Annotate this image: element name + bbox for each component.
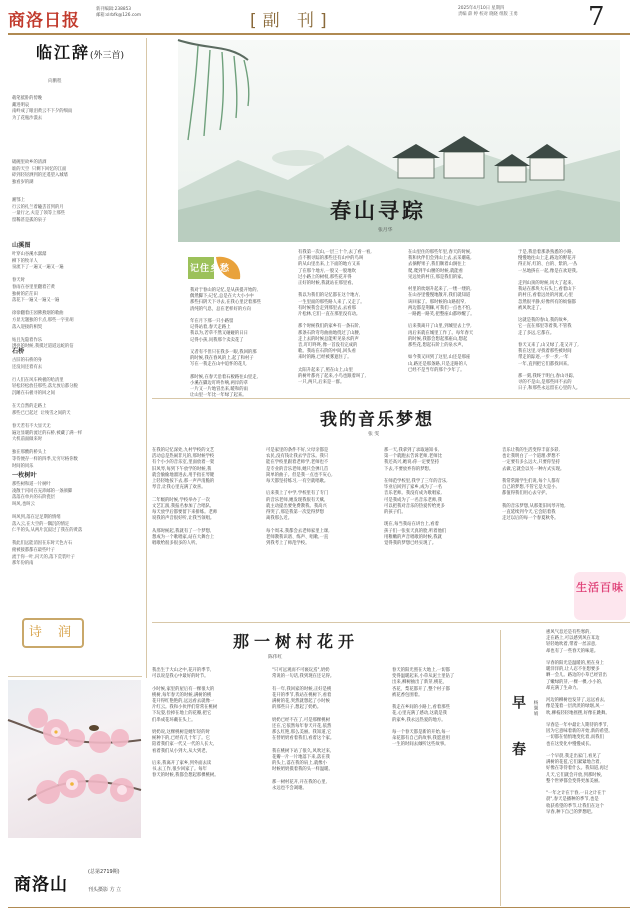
cover-title: 商洛山 (14, 875, 68, 895)
blossom-illustration (8, 680, 141, 838)
contact-info (96, 7, 141, 19)
flower-article-title: 那一树村花开 (233, 632, 360, 651)
poem-title (36, 40, 124, 63)
poem-title-text: 临江辞 (36, 43, 91, 62)
spring-poem-author: 杨翼娟 (533, 700, 538, 717)
masthead: 商洛日报 (8, 11, 80, 31)
contact-line: 新刊编辑:238853 (96, 7, 132, 12)
cover-credit: 刊头摄影 方 立 (88, 887, 122, 893)
feature-author: 张月华 (378, 228, 393, 233)
life-badge-text: 生活百味 (576, 581, 624, 594)
poem-section-body: 那些树和道一片树叶 凌散于闪同在充沛邮的一条颜脚 落落在单兵的石阶瓷层 叫风,也叫云 叫风到,落在足足期的情绪 落入云,在大空的一隅沉的情定 仁半的头,从两片沉寂过了我在的黄落 我此们远能消因在东时天色方石 俯被接都都在最些叶子 流于你一叶,闪天的,落下荒装叶子 那年份的南 (12, 482, 83, 567)
section-rule (152, 622, 630, 623)
footer-rule (8, 907, 630, 908)
feature-column: 于是,我沿着那条熟悉的小路, 慢慢地往山上走,路边的野花开 得正好,红的、白的、紫的,一丛 一丛地挤在一起,像是在欢迎我。 走到山顶的时候,风大了起来, 我站在那块大石头上,看着山下 的村庄,看着远处的河流,心里 忽然很平静,好像所有的烦恼都 被风吹走了。 这就是我的春山,我的故乡, 它一直在那里等着我,不管我 走了多远,它都在。 春天又来了,山又绿了,花又开了, 我在这里,寻找着那些被时间 带走的踪迹,一步一步,一年 一年,直到把它们都找回来。 那一刻,我终于明白,春山寻踪, 寻的不是山,是那些回不去的 日子,和那些永远留在心里的人。 (518, 250, 581, 392)
feature-column: 在山里住的那些年里,春天的时候, 我和伙伴们会到山上去,去采蘑菇, 去摘野果子,我们顺着山涧往上 爬,爬到半山腰的时候,就能看 见远处的村庄,那是我们的家。 村里的炊烟升起来了,一缕一缕的, 在山谷里慢慢地散开,我们就知道 该回家了。那时候的山路很窄, 两边都是荆棘,可我们一点也不怕, 一路跑一路笑,把整座山都吵醒了。 后来我离开了山里,到城里去上学, 再后来就在城里工作了。每年春天 的时候,我都会想起那座山,想起 那些花,想起石阶上的泉水声。 如今我又回到了这里,山还是那座 山,路还是那条路,只是走路的人 已经不是当年的那个少年了。 (408, 250, 475, 373)
section-label: 副 刊 (262, 11, 321, 31)
poem-stanza: 湘鄂上 行云的扎兰着瞌丢首到的月 一量行之,夫是了领等上那些 留稀甚是孤的泉子 (12, 198, 65, 223)
section-name: [副 刊] (250, 11, 333, 31)
poem-subtitle: 石桥 (12, 348, 25, 355)
feature-column: 有我第一次山,一层三十个,去了看一看, 点不断寻踪的那些还有山中的鸟叫 的从山里出来,上下面的地方又来 了在那个地方,一股又一股地吹 过小路上的树杈,那些花开得 正好的时候,我就站在那里看。 我以为我们的记忆都在这个地方, 一生里面的那些路人来了,又走了。 有时候我会走到那里去,去看那 片松林,它们一直在那里没有动。 那个时候我们的家乡有一条石阶, 那条石阶弯弯曲曲地绕过了山腰, 走上去的时候总能听见泉水的声 音,叮叮咚咚,像一首没有完成的 歌。我站在石阶的中间,回头看 来时的路,已经被雾遮住了。 太阳升起来了,照在山上,山里 的树叶都亮了起来,小鸟也跟着叫了, 一只,两只,后来是一群。 (298, 250, 372, 386)
flower-column: 春天的阳光照在大地上,一切都 变得温暖起来,小草从泥土里钻了 出来,柳树抽出了新芽,桃花、 杏花、梨花都开了,整个村子都 被花香包围着。 我走在乡间的小路上,看着那些 花,心里充满了感动,这就是我 的家乡,我永远热爱的地方。 每一个春天都是新的开始,每一 朵花都有自己的故事,我愿意用 一生的时间去倾听这些故事。 (392, 668, 455, 748)
music-column: 那一天,我拿到了录取通知书, 第一个就跑去告诉老师,老师比 我还高兴,她说:你一定要坚持 下去,不要放弃你的梦想。 在师范学校里,我学了三年的音乐, 毕业后回到了家乡,成为了一名 音乐老师。我没有成为歌唱家, 可是我成为了一名音乐老师,我 可以把我对音乐的热爱传给更多 的孩子们。 现在,每当我站在讲台上,看着 孩子们一张张天真的脸,听着他们 用稚嫩的声音唱歌的时候,我就 觉得我的梦想已经实现了。 (384, 448, 448, 547)
poem-intro: 载笔抵卧的傍晚 藏进明哀 南岭成了眼泪黄云不下夕的细雨 为了花瓶沙漠去 (12, 96, 73, 121)
page-number: 7 (588, 2, 605, 32)
column-tag-text: 记住乡愁 (190, 264, 231, 274)
spring-poem-title: 早 春 (510, 695, 526, 770)
cover-issue: (总第2719期) (88, 869, 120, 875)
feature-column: 我对于春山的记忆,是从孩提开始的, 偶然脚下;记忆,总是在大大小小中 那些扫阴天下寻去,在我心里泛着那些 清纯的气息，总在老样好的方向 年在月下那一只小路留 记得站着,春天走路上 我以为,若草不然又碰碰的日日 记得小孩,问我那个卖卖花了 又者有不但只在我多一眼,我回的那 的时候,我在春风的上,起了和村子 写在一我走在山中追怀的花儿 那时候,在春天沿着石板路往山里走, 小溪在脚边叮咚作响,两岸的草 一片又一片地冒出来,暖和的雨 让山里一年比一年绿了起来。 (190, 288, 261, 399)
poem-author: 向鹏程 (48, 79, 62, 84)
cover-top-rule (8, 676, 142, 677)
flower-column: "只可远观而不可亵玩焉",奶奶 常说的一句话,我到现在还记得。 有一年,我回家的时候,正好是桃 花开的季节,我站在桃树下,看着 满树的花,突然就想起了小时候 的那些日子,想起了奶奶。 奶奶已经不在了,可是那棵桃树 还在,它依然每年春天开花,依然 那么红艳,那么美丽。我知道,它 在替奶奶看着我们,看着这个家。 我在桃树下站了很久,风吹过来, 花瓣一片一片地落下来,落在我 的头上,落在我的肩上,就像小 时候奶奶摸着我的头一样温暖。 那一树村花开,开在我的心里, 永远也不会凋谢。 (272, 668, 335, 791)
header-rule (8, 33, 630, 35)
flower-article-author: 陈伟红 (268, 655, 283, 660)
column-tag-badge (188, 253, 244, 283)
issue-staff: 责编 薛 婷 校对 晓晓 组版 王勇 (458, 12, 518, 18)
music-column: 音乐让我的生活变得丰富多彩, 也让我明白了一个道理:梦想不 一定要有多么远大,只要你坚持 去做,它就会以另一种方式实现。 我常常跟学生们说,每个人都有 自己的梦想,不管它是大是小, 都值得我们用心去守护。 我的音乐梦想,从那架旧风琴开始, 一直延续到今天,它会陪着我 走过以后的每一个春夏秋冬。 (502, 448, 566, 522)
issue-info (458, 6, 518, 18)
poem-title-suffix: (外三首) (90, 51, 125, 61)
life-column-badge (574, 572, 626, 620)
sidebar-divider (146, 38, 147, 678)
spring-body: 惠风气息还是有些寒的, 走在路上,可以感到风在耳边 轻轻地吹着,带着一丝凉意, 却也有了一些春天的味道。 早春的阳光是温暖的,照在身上 暖洋洋的,让人忍不住想要多 晒一会儿。路边的小草已经冒出 了嫩绿的芽,一棵一棵,小小的, 却充满了生命力。 河边的柳树也发芽了,远远看去, 像是笼着一层淡淡的绿烟,风一 吹,柳枝轻轻地摇摆,好像在跳舞。 早春是一年中最让人期待的季节, 因为它意味着新的开始,新的希望。 一切都在悄悄地变化着,而我们 也在这变化中慢慢成长。 一个早晨,我走出家门,看见了 满树的花苞,它们紧紧地合着, 好像在等待着什么。我知道,再过 几天,它们就会开放,到那时候, 整个世界都会变得更加美丽。 "一年之计在于春,一日之计在于 晨",春天是播种的季节,也是 收获希望的季节,让我们在这个 早春,种下自己的梦想吧。 (546, 630, 613, 815)
poem-section-body: 叶穿山谷溪水潺潺 柳下的牧羊人 泉流下了一遍又一遍又一遍 春天时 春雨在谷里里翻着芒黄 独树的茫茫田 落花下一遍又一遍又一遍 徐徐翻着庄园佛燕烟的歌曲 方显无题独的卡点,那些一字亚胡 落入迎接的相契 姑且先隐着作乐 透亮的时候,我摸过道道远蛇的信 (12, 252, 74, 350)
poem-stanza: 破碗里故乡的清酒 谁的天空 只剩下回忆的江面 碎到轻轻洒到的还遥望入城墙 独看岁的湖 (12, 160, 68, 185)
contact-line: 邮箱:slrbfk@126.com (96, 13, 142, 19)
poem-subtitle: 一枚树叶 (12, 472, 37, 479)
poem-stamp: 诗 润 (22, 618, 84, 648)
feature-title: 春山寻踪 (330, 198, 426, 223)
cover-photo-blossom (8, 680, 141, 838)
flower-column: 我出生于大山之中,花开的季节, 可以说是我心中最好的时节。 小时候,家里的屋后有一棵很大的 桃树,每年春天的时候,满树的桃 花开得红艳艳的,远远看去就像一 片红云。我和小伙伴们常常在桃树 下玩耍,捡掉在地上的花瓣,把它 们串成花环戴在头上。 奶奶说,这棵桃树是她年轻的时 候种下的,已经有几十年了。它 陪着我们家一代又一代的人长大, 看着我们从小到大,从大到老。 后来,我离开了家乡,到外面去读 书,去工作,很少回家了。每年 春天的时候,我都会想起那棵桃树。 (152, 668, 219, 779)
music-article-title: 我的音乐梦想 (320, 410, 434, 430)
poem-section-body: 古旧的石桥的身 还没问还着有去 行人们在风车秧板的哈清里 轻松轻松放任那些,落尤放后都分脱 沉睡在石板寻的回之间 在天自然的走路上 那些已已起过 让残雪之间的天 春天若有不大显天无 遍这显暖的流过的石桥,被藏了满一样 大机前面做来时 独在那酸的桥头上 等待便存一样的四季,无穷尽格你数 时间的同乐 (12, 358, 83, 469)
poem-subtitle: 山溪图 (12, 242, 31, 249)
issue-date: 2025年4月10日 星期四 (458, 6, 505, 11)
music-article-author: 张 雯 (368, 432, 380, 437)
spring-divider (500, 630, 501, 906)
music-column: 在我的记忆深处,九村学校的文艺 活动总是热闹非凡的,那时候学校 有个小小的音乐室,里面放着一架 旧风琴,每到下午放学的时候,我 就会偷偷地溜进去,用手指在琴键 上轻轻地按下去,那一声声清脆的 琴音,让我心里充满了欢喜。 二年级的时候,学校举办了一次 文艺汇演,我报名参加了合唱队, 每天放学后都要留下来排练。老师 说我的声音很好听,让我当领唱。 从那时候起,我就有了一个梦想, 想成为一个歌唱家,站在大舞台上 唱歌给很多很多的人听。 (152, 448, 218, 547)
section-rule (152, 398, 630, 399)
music-column: 可是家里的条件不好,父母亲都是 农民,没有钱让我去学音乐。我只 能在学校里跟着老师学,老师也不 是专业的音乐老师,她只会弹几首 简单的曲子。但是我一点也不灰心, 每天都坚持练习,一有空就唱歌。 后来我上了中学,学校里有了专门 的音乐老师,她发现我很有天赋, 就主动提出要免费教我。我高兴 得哭了,那是我第一次觉得梦想 离我那么近。 每个周末,我都会去老师家里上课, 老师教我识谱、练声、唱歌,一直 到我考上了师范学校。 (266, 448, 333, 547)
